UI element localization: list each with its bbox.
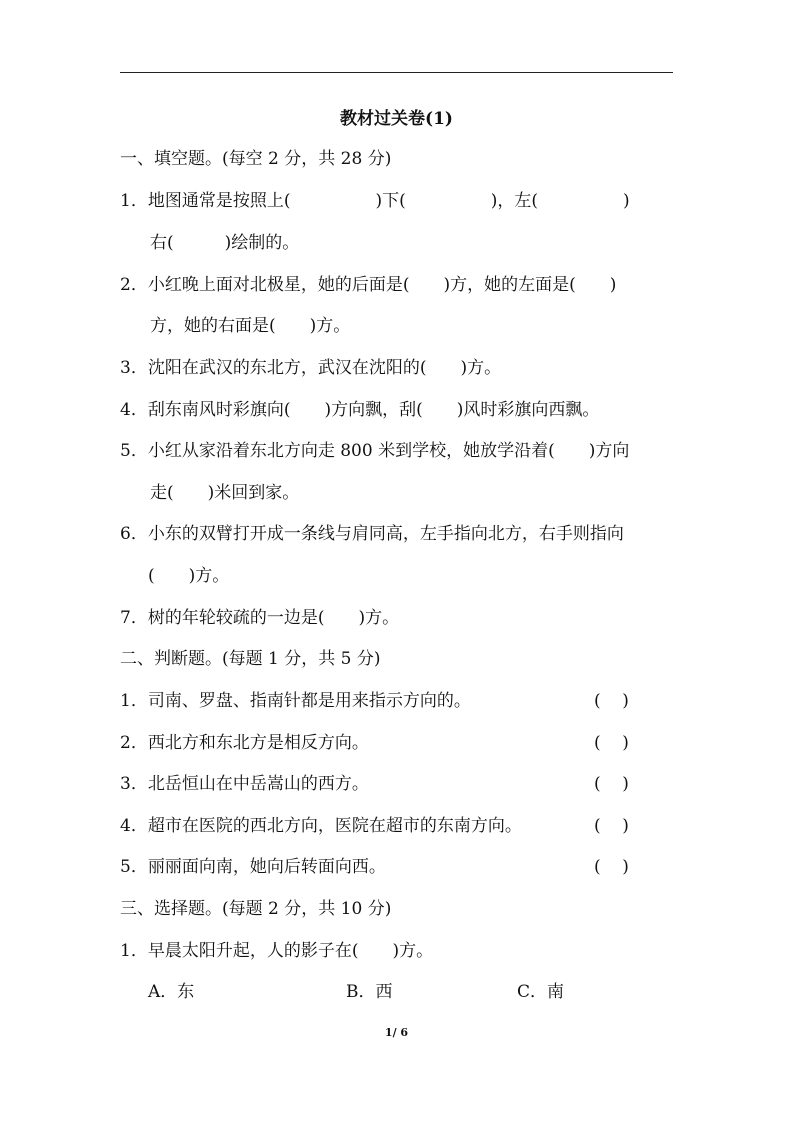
question-text: 3．北岳恒山在中岳嵩山的西方。 — [120, 774, 369, 794]
question-text: 6．小东的双臂打开成一条线与肩同高，左手指向北方，右手则指向 — [120, 524, 624, 544]
question-text: 1．司南、罗盘、指南针都是用来指示方向的。 — [120, 691, 471, 711]
section-heading-fill-blank: 一、填空题。(每空 2 分，共 28 分) — [120, 149, 392, 169]
page-title: 教材过关卷(1) — [340, 109, 453, 129]
question-text: 7．树的年轮较疏的一边是( )方。 — [120, 608, 400, 628]
question-text-continued: 方，她的右面是( )方。 — [150, 316, 351, 336]
question-text-continued: ( )方。 — [148, 566, 230, 586]
section-heading-multiple-choice: 三、选择题。(每题 2 分，共 10 分) — [120, 899, 392, 919]
question-text: 4．刮东南风时彩旗向( )方向飘，刮( )风时彩旗向西飘。 — [120, 400, 600, 420]
question-text-continued: 走( )米回到家。 — [150, 483, 300, 503]
page-number: 1/ 6 — [384, 1026, 409, 1039]
question-text: 4．超市在医院的西北方向，医院在超市的东南方向。 — [120, 816, 522, 836]
section-heading-true-false: 二、判断题。(每题 1 分，共 5 分) — [120, 649, 381, 669]
question-text: 5．丽丽面向南，她向后转面向西。 — [120, 857, 386, 877]
option-c: C．南 — [517, 982, 565, 1002]
option-b: B．西 — [346, 982, 393, 1002]
question-text: 1．地图通常是按照上( )下( )，左( ) — [120, 191, 630, 211]
option-a: A．东 — [148, 982, 195, 1002]
answer-blank: ( ) — [594, 857, 629, 877]
question-text: 3．沈阳在武汉的东北方，武汉在沈阳的( )方。 — [120, 358, 502, 378]
answer-blank: ( ) — [594, 816, 629, 836]
question-text: 2．小红晚上面对北极星，她的后面是( )方，她的左面是( ) — [120, 275, 617, 295]
question-text: 1．早晨太阳升起，人的影子在( )方。 — [120, 941, 434, 961]
answer-blank: ( ) — [594, 691, 629, 711]
header-rule — [120, 72, 673, 73]
answer-blank: ( ) — [594, 733, 629, 753]
question-text: 5．小红从家沿着东北方向走 800 米到学校，她放学沿着( )方向 — [120, 441, 630, 461]
question-text: 2．西北方和东北方是相反方向。 — [120, 733, 369, 753]
answer-blank: ( ) — [594, 774, 629, 794]
question-text-continued: 右( )绘制的。 — [150, 233, 300, 253]
